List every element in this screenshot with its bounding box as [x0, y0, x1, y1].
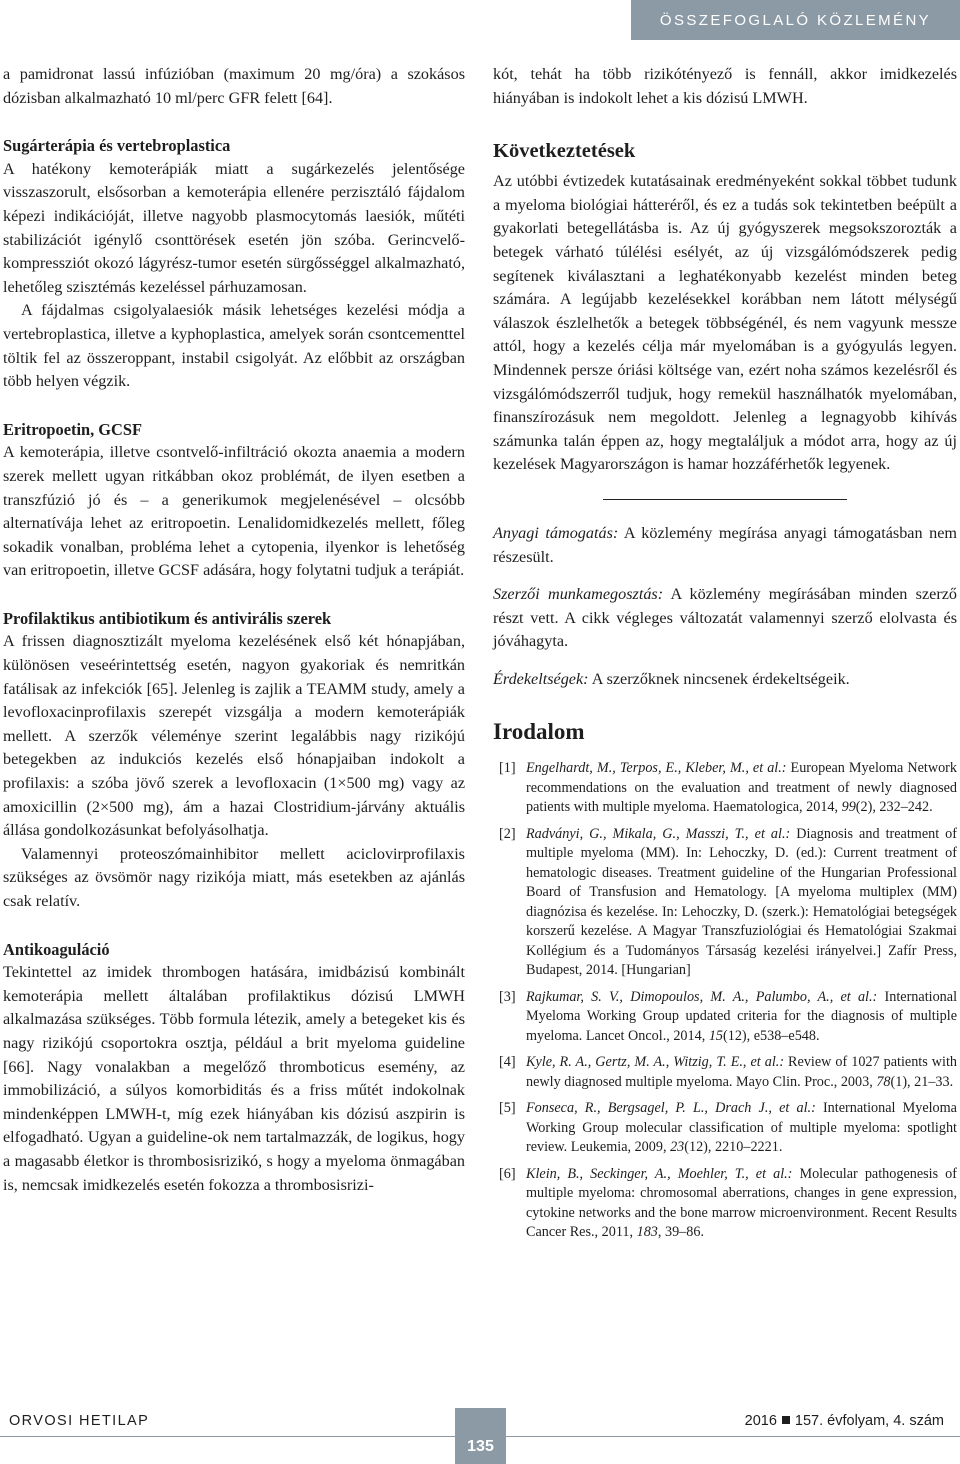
funding-note	[493, 522, 957, 569]
reference-volume: 23	[670, 1139, 685, 1156]
paragraph: a pamidronat lassú infúzióban (maximum 20 mg/óra) a szokásos dózisban alkalmazható 10 ml/perc GFR felett [64].	[3, 65, 465, 107]
authors-label: Szerzői munkamegosztás:	[493, 585, 664, 604]
reference-authors: Engelhardt, M., Terpos, E., Kleber, M., et al.:	[526, 760, 787, 777]
authors-text: A közlemény megírásában minden szerző részt vett. A cikk végleges változatát valamennyi szerző elolvasta és jóváhagyta.	[493, 585, 957, 651]
reference-volume: 183	[636, 1224, 658, 1241]
paragraph: Valamennyi proteoszómainhibitor mellett aciclovirprofilaxis szükséges az övsömör nagy rizikója miatt, más esetekben az ajánlás csak relatív.	[3, 844, 465, 910]
reference-number: [4]	[499, 1054, 516, 1071]
reference-item	[493, 1053, 957, 1092]
section-heading: Eritropoetin, GCSF	[3, 419, 143, 439]
reference-text: Review of 1027 patients with newly diagnosed multiple myeloma. Mayo Clin. Proc., 2003,	[526, 1054, 957, 1090]
reference-authors: Klein, B., Seckinger, A., Moehler, T., et al.:	[526, 1165, 793, 1182]
funding-text: A közlemény megírása anyagi támogatásban nem részesült.	[493, 523, 957, 566]
paragraph: A kemoterápia, illetve csontvelő-infiltráció okozta anaemia a modern szerek mellett ugyan ritkábban okoz problémát, de ilyen esetben a transzfúzió jó és – a generikumok megjelenésével – olcsóbb alternatívája lehet az eritropoetin. Lenalidomidkezelés mellett, főleg sokadik vonalban, probléma lehet a cytopenia, ilyenkor is lehetőség van eritropoetin, illetve GCSF adására, hogy folytatni tudjuk a terápiát.	[3, 443, 465, 580]
paragraph: A fájdalmas csigolyalaesiók másik lehetséges kezelési módja a vertebroplastica, illetve a kyphoplastica, amelyek során csontcementtel töltik fel az összeroppant, instabil csigolyát. Az előbbit az országban több helyen végzik.	[3, 301, 465, 391]
conflict-note	[493, 668, 957, 692]
reference-text: International Myeloma Working Group updated criteria for the diagnosis of multiple myeloma. Lancet Oncol., 2014,	[526, 988, 958, 1044]
issue-year: 2016	[744, 1413, 777, 1429]
conflict-text: A szerzőknek nincsenek érdekeltségeik.	[588, 669, 850, 688]
reference-text: Diagnosis and treatment of multiple myeloma (MM). In: Lehoczky, D. (ed.): Current treatment of hematologic diseases. Treatment guideline of the Hungarian Professional Board of Transfusion and Hematology. [A myeloma multiplex (MM) diagnózisa és kezelése. In: Lehoczky, D. (szerk.): Hematológiai betegségek korszerű kezelése. A Magyar Transzfuziológiai és Hematológiai Szakmai Kollégium és a Tudományos Társaság kezelési irányelvei.] Zafír Press, Budapest, 2014. [Hungarian]	[526, 825, 957, 979]
section-heading: Sugárterápia és vertebroplastica	[3, 136, 231, 156]
paragraph: kót, tehát ha több rizikótényező is fennáll, akkor imidkezelés hiányában is indokolt lehet a kis dózisú LMWH.	[493, 65, 957, 107]
funding-label: Anyagi támogatás:	[493, 523, 619, 542]
reference-item	[493, 1165, 957, 1243]
journal-name: ORVOSI HETILAP	[9, 1413, 150, 1429]
authors-note	[493, 583, 957, 654]
reference-pages: (12), e538–e548.	[723, 1027, 820, 1044]
reference-authors: Rajkumar, S. V., Dimopoulos, M. A., Palumbo, A., et al.:	[526, 988, 878, 1005]
right-column	[493, 63, 957, 1250]
references-heading: Irodalom	[493, 719, 585, 745]
reference-pages: (1), 21–33.	[890, 1073, 954, 1090]
reference-volume: 78	[876, 1073, 891, 1090]
section-heading: Antikoaguláció	[3, 939, 110, 959]
conflict-label: Érdekeltségek:	[493, 669, 589, 688]
reference-number: [3]	[499, 988, 516, 1005]
paragraph: A hatékony kemoterápiák miatt a sugárkezelés jelentősége visszaszorult, elsősorban a kemoterápia ellenére perzisztáló fájdalom képezi indikációját, illetve nagyobb plasmocytomás laesiók, műtéti stabilizációt igénylő csonttörések esetén jön szóba. Gerincvelő-kompressziót okozó lágyrész-tumor esetén sürgősséggel alkalmazható, lehetőleg szisztémás kezeléssel párhuzamosan.	[3, 159, 465, 296]
issue-volume: 157. évfolyam, 4. szám	[794, 1413, 944, 1429]
reference-pages: (2), 232–242.	[855, 799, 933, 816]
section-label: ÖSSZEFOGLALÓ KÖZLEMÉNY	[631, 0, 960, 40]
section-heading: Profilaktikus antibiotikum és antivirális szerek	[3, 608, 332, 628]
reference-item	[493, 988, 957, 1047]
reference-text: Molecular pathogenesis of multiple myeloma: chromosomal aberrations, changes in gene expression, cytokine networks and the bone marrow microenvironment. Recent Results Cancer Res., 2011,	[526, 1165, 957, 1241]
paragraph: A frissen diagnosztizált myeloma kezelésének első két hónapjában, különösen veseérintettség esetén, nagyon gyakoriak és nemritkán fatálisak az infekciók [65]. Jelenleg is zajlik a TEAMM study, amely a levofloxacinprofilaxis szerepét vizsgálja a modern kemoterápiák mellett. A szerzők véleménye szerint legalábbis nagy rizikójú betegekben az indukciós kezelés első hónapjaiban indokolt a profilaxis: a szóba jövő szerek a levofloxacin (1×500 mg) vagy az amoxicillin (2×500 mg), ám a hazai Clostridium-járvány aktuális állása gondolkozásunkat befolyásolhatja.	[3, 632, 465, 840]
reference-item	[493, 1099, 957, 1158]
reference-list	[493, 759, 957, 1243]
paragraph: Az utóbbi évtizedek kutatásainak eredményeként sokkal többet tudunk a myeloma biológiai hátteréről, és ez a tudás sok tekintetben beépült a gyakorlati betegellátásba is. Az új gyógyszerek megsokszorozták a betegek várható túlélési esélyét, az új vizsgálómódszerek pedig segítenek kiválasztani a leghatékonyabb kezelést minden beteg számára. A legújabb kezelésekkel korábban nem látott mélységű válaszok észlelhetők a betegek többségénél, és nem vagyunk messze attól, hogy a kezelés célja már myelomában is a gyógyulás legyen. Mindennek persze óriási költsége van, ezért noha számos kezelésről és vizsgálómódszerről tudjuk, hogy remekül használhatók myelomában, finanszírozásuk nem megoldott. Jelenleg a legnagyobb kihívás számunka talán éppen az, hogy megtaláljuk a módot arra, hogy az új kezelések Magyarországon is hamar hozzáférhetők legyenek.	[493, 172, 957, 474]
page-number-box	[455, 1408, 506, 1464]
reference-volume: 99	[841, 799, 856, 816]
reference-pages: , 39–86.	[657, 1224, 704, 1241]
reference-number: [1]	[499, 760, 516, 777]
reference-authors: Radványi, G., Mikala, G., Masszi, T., et al.:	[526, 825, 791, 842]
reference-number: [6]	[499, 1165, 516, 1182]
left-column	[3, 63, 465, 1197]
reference-text: European Myeloma Network recommendations on the evaluation and treatment of newly diagnosed patients with multiple myeloma. Haematologica, 2014,	[526, 760, 957, 816]
paragraph: Tekintettel az imidek thrombogen hatására, imidbázisú kombinált kemoterápia mellett általában profilaktikus dózisú LMWH alkalmazása szükséges. Több formula létezik, amely a betegeket kis és nagy rizikójú csoportokra osztja, például a brit myeloma guideline [66]. Nagy vonalakban a megelőző thromboticus esemény, az immobilizáció, a súlyos komorbiditás és a friss műtét indokolnak mindenképpen LMWH-t, míg ezek hiányában kis dózisú aszpirin is elfogadható. Ugyan a guideline-ok nem tartalmazzák, de logikus, hogy a magasabb életkor is thrombosisrizikó, s hogy a myeloma önmagában is, nemcsak imidkezelés esetén fokozza a thrombosisrizi-	[3, 963, 465, 1194]
square-bullet-icon	[782, 1416, 790, 1424]
reference-item	[493, 825, 957, 981]
reference-authors: Fonseca, R., Bergsagel, P. L., Drach J., et al.:	[526, 1100, 816, 1117]
issue-info	[745, 1413, 944, 1429]
reference-number: [2]	[499, 825, 516, 842]
reference-text: International Myeloma Working Group molecular classification of multiple myeloma: spotlight review. Leukemia, 2009,	[526, 1100, 957, 1156]
conclusions-heading: Következtetések	[493, 140, 636, 163]
top-header-bar	[0, 0, 960, 40]
reference-pages: (12), 2210–2221.	[684, 1139, 783, 1156]
reference-item	[493, 759, 957, 818]
reference-number: [5]	[499, 1100, 516, 1117]
page-number: 135	[467, 1438, 494, 1455]
reference-authors: Kyle, R. A., Gertz, M. A., Witzig, T. E., et al.:	[526, 1054, 785, 1071]
reference-volume: 15	[708, 1027, 723, 1044]
